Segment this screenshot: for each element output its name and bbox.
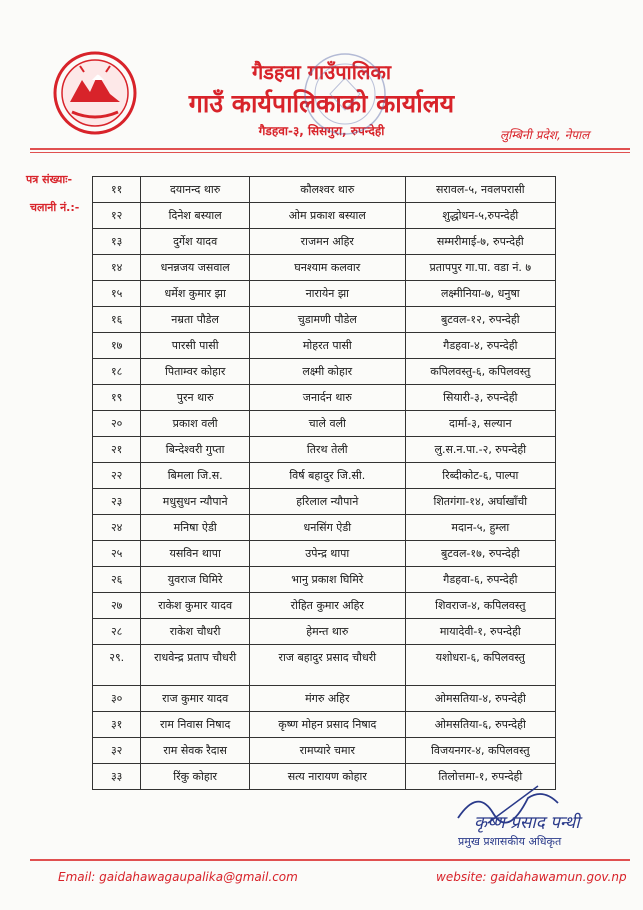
table-row <box>93 463 556 489</box>
row-guardian-name: राज बहादुर प्रसाद चौधरी <box>249 645 405 686</box>
row-name: प्रकाश वली <box>141 411 250 437</box>
table-row <box>93 385 556 411</box>
row-address: सम्मरीमाई-७, रुपन्देही <box>405 229 555 255</box>
row-address: ओमसतिया-६, रुपन्देही <box>405 712 555 738</box>
row-guardian-name: चुडामणी पौडेल <box>249 307 405 333</box>
table-row <box>93 177 556 203</box>
row-name: बिन्देश्वरी गुप्ता <box>141 437 250 463</box>
row-name: राम सेवक रैदास <box>141 738 250 764</box>
row-address: सरावल-५, नवलपरासी <box>405 177 555 203</box>
row-name: पारसी पासी <box>141 333 250 359</box>
row-name: दिनेश बस्याल <box>141 203 250 229</box>
row-guardian-name: हरिलाल न्यौपाने <box>249 489 405 515</box>
row-name: राम निवास निषाद <box>141 712 250 738</box>
signatory-name: कृष्ण प्रसाद पन्थी <box>474 813 580 833</box>
row-address: दार्मा-३, सल्यान <box>405 411 555 437</box>
row-serial-number: ३१ <box>93 712 141 738</box>
candidate-table <box>92 176 556 790</box>
row-guardian-name: हेमन्त थारु <box>249 619 405 645</box>
row-address: कपिलवस्तु-६, कपिलवस्तु <box>405 359 555 385</box>
row-address: रिब्दीकोट-६, पाल्पा <box>405 463 555 489</box>
row-guardian-name: सत्य नारायण कोहार <box>249 764 405 790</box>
footer-divider <box>30 859 630 861</box>
row-serial-number: २५ <box>93 541 141 567</box>
row-guardian-name: कृष्ण मोहन प्रसाद निषाद <box>249 712 405 738</box>
row-address: शुद्धोधन-५,रुपन्देही <box>405 203 555 229</box>
table-row <box>93 489 556 515</box>
table-row <box>93 686 556 712</box>
row-address: बुटवल-१७, रुपन्देही <box>405 541 555 567</box>
row-guardian-name: ओम प्रकाश बस्याल <box>249 203 405 229</box>
table-row <box>93 333 556 359</box>
row-serial-number: १५ <box>93 281 141 307</box>
row-serial-number: २३ <box>93 489 141 515</box>
row-serial-number: ३२ <box>93 738 141 764</box>
letter-number-label: पत्र संख्याः- <box>26 173 73 186</box>
row-name: राज कुमार यादव <box>141 686 250 712</box>
page-title-municipality: गैडहवा गाउँपालिका <box>251 60 392 84</box>
row-serial-number: १९ <box>93 385 141 411</box>
row-name: यसविन थापा <box>141 541 250 567</box>
table-row <box>93 229 556 255</box>
row-serial-number: १४ <box>93 255 141 281</box>
row-name: धर्मेश कुमार झा <box>141 281 250 307</box>
office-address: गैडहवा-३, सिसगुरा, रुपन्देही <box>258 124 385 138</box>
table-row <box>93 541 556 567</box>
row-serial-number: १८ <box>93 359 141 385</box>
row-guardian-name: कौलश्वर थारु <box>249 177 405 203</box>
row-guardian-name: रामप्यारे चमार <box>249 738 405 764</box>
footer-website[interactable]: website: gaidahawamun.gov.np <box>436 870 627 884</box>
row-name: दयानन्द थारु <box>141 177 250 203</box>
row-address: बुटवल-१२, रुपन्देही <box>405 307 555 333</box>
footer-email[interactable]: Email: gaidahawagaupalika@gmail.com <box>58 870 298 884</box>
row-address: सियारी-३, रुपन्देही <box>405 385 555 411</box>
row-guardian-name: विर्ष बहादुर जि.सी. <box>249 463 405 489</box>
row-name: रिंकु कोहार <box>141 764 250 790</box>
table-row <box>93 712 556 738</box>
row-serial-number: २९. <box>93 645 141 686</box>
row-name: दुर्गेश यादव <box>141 229 250 255</box>
row-address: यशोधरा-६, कपिलवस्तु <box>405 645 555 686</box>
table-row <box>93 203 556 229</box>
row-serial-number: ११ <box>93 177 141 203</box>
row-serial-number: २२ <box>93 463 141 489</box>
table-row <box>93 307 556 333</box>
row-name: नम्रता पौडेल <box>141 307 250 333</box>
row-address: शितगंगा-१४, अर्घाखाँची <box>405 489 555 515</box>
row-guardian-name: भानु प्रकाश घिमिरे <box>249 567 405 593</box>
row-serial-number: २० <box>93 411 141 437</box>
row-serial-number: ३० <box>93 686 141 712</box>
signatory-designation: प्रमुख प्रशासकीय अधिकृत <box>458 835 562 848</box>
row-address: मायादेवी-१, रुपन्देही <box>405 619 555 645</box>
row-address: ओमसतिया-४, रुपन्देही <box>405 686 555 712</box>
row-serial-number: २४ <box>93 515 141 541</box>
table-row <box>93 645 556 686</box>
row-address: विजयनगर-४, कपिलवस्तु <box>405 738 555 764</box>
row-name: पिताम्वर कोहार <box>141 359 250 385</box>
row-guardian-name: उपेन्द्र थापा <box>249 541 405 567</box>
province-label: लुम्बिनी प्रदेश, नेपाल <box>500 128 590 142</box>
table-row <box>93 593 556 619</box>
table-row <box>93 359 556 385</box>
row-address: प्रतापपुर गा.पा. वडा नं. ७ <box>405 255 555 281</box>
row-serial-number: ३३ <box>93 764 141 790</box>
row-address: गैडहवा-६, रुपन्देही <box>405 567 555 593</box>
row-guardian-name: नारायेन झा <box>249 281 405 307</box>
table-row <box>93 515 556 541</box>
table-row <box>93 567 556 593</box>
row-serial-number: २६ <box>93 567 141 593</box>
table-row <box>93 619 556 645</box>
row-name: युवराज घिमिरे <box>141 567 250 593</box>
row-guardian-name: लक्ष्मी कोहार <box>249 359 405 385</box>
row-guardian-name: जनार्दन थारु <box>249 385 405 411</box>
row-address: लक्ष्मीनिया-७, धनुषा <box>405 281 555 307</box>
table-row <box>93 411 556 437</box>
row-guardian-name: मंगरु अहिर <box>249 686 405 712</box>
row-name: राकेश चौधरी <box>141 619 250 645</box>
row-name: राधवेन्द्र प्रताप चौधरी <box>141 645 250 686</box>
table-row <box>93 255 556 281</box>
header-divider <box>30 148 630 150</box>
row-address: मदान-५, हुम्ला <box>405 515 555 541</box>
row-name: राकेश कुमार यादव <box>141 593 250 619</box>
dispatch-number-label: चलानी नं.:- <box>30 201 80 214</box>
row-address: तिलोत्तमा-१, रुपन्देही <box>405 764 555 790</box>
row-serial-number: २८ <box>93 619 141 645</box>
row-guardian-name: राजमन अहिर <box>249 229 405 255</box>
row-name: पुरन थारु <box>141 385 250 411</box>
row-guardian-name: रोहित कुमार अहिर <box>249 593 405 619</box>
table-row <box>93 281 556 307</box>
row-serial-number: १६ <box>93 307 141 333</box>
row-serial-number: १७ <box>93 333 141 359</box>
row-name: धनन्नजय जसवाल <box>141 255 250 281</box>
row-address: गैडहवा-४, रुपन्देही <box>405 333 555 359</box>
row-address: लु.स.न.पा.-२, रुपन्देही <box>405 437 555 463</box>
row-guardian-name: घनश्याम कलवार <box>249 255 405 281</box>
row-serial-number: २१ <box>93 437 141 463</box>
row-serial-number: १३ <box>93 229 141 255</box>
row-serial-number: २७ <box>93 593 141 619</box>
row-name: मधुसुधन न्यौपाने <box>141 489 250 515</box>
table-row <box>93 437 556 463</box>
row-guardian-name: तिरथ तेली <box>249 437 405 463</box>
row-serial-number: १२ <box>93 203 141 229</box>
office-stamp-icon <box>300 48 390 140</box>
row-address: शिवराज-४, कपिलवस्तु <box>405 593 555 619</box>
row-guardian-name: मोहरत पासी <box>249 333 405 359</box>
row-name: बिमला जि.स. <box>141 463 250 489</box>
row-name: मनिषा ऐडी <box>141 515 250 541</box>
page-title-office: गाउँ कार्यपालिकाको कार्यालय <box>188 89 455 118</box>
row-guardian-name: धनसिंग ऐडी <box>249 515 405 541</box>
header-divider-thin <box>30 152 630 153</box>
table-row <box>93 738 556 764</box>
row-guardian-name: चाले वली <box>249 411 405 437</box>
